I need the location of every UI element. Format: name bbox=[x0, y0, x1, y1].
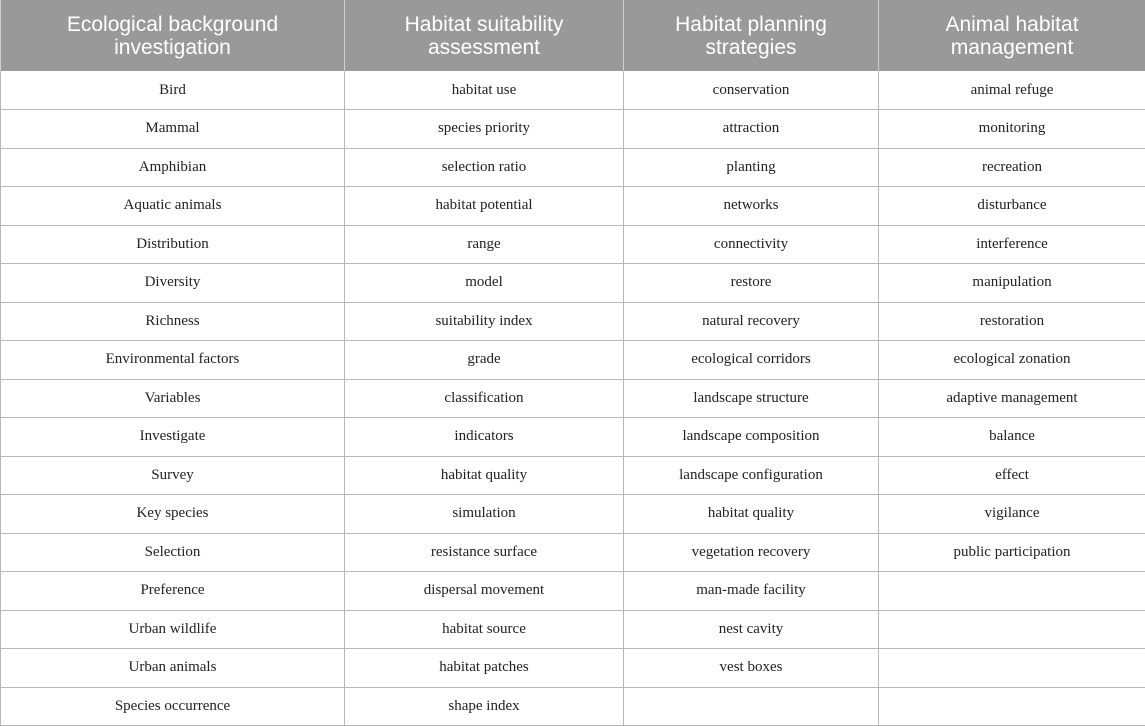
cell-habitat-management: monitoring bbox=[879, 110, 1145, 149]
cell-ecological-background: Preference bbox=[1, 572, 345, 611]
cell-ecological-background: Variables bbox=[1, 379, 345, 418]
table-row bbox=[1, 649, 1145, 688]
cell-habitat-suitability: habitat use bbox=[345, 71, 624, 110]
cell-habitat-management: effect bbox=[879, 456, 1145, 495]
table-row bbox=[1, 610, 1145, 649]
cell-habitat-planning: nest cavity bbox=[624, 610, 879, 649]
cell-habitat-suitability: shape index bbox=[345, 687, 624, 726]
cell-habitat-suitability: suitability index bbox=[345, 302, 624, 341]
table-row bbox=[1, 225, 1145, 264]
cell-habitat-suitability: grade bbox=[345, 341, 624, 380]
cell-habitat-planning: vest boxes bbox=[624, 649, 879, 688]
cell-ecological-background: Environmental factors bbox=[1, 341, 345, 380]
cell-habitat-planning: planting bbox=[624, 148, 879, 187]
cell-habitat-management bbox=[879, 572, 1145, 611]
cell-habitat-suitability: habitat source bbox=[345, 610, 624, 649]
table-row bbox=[1, 341, 1145, 380]
cell-habitat-management bbox=[879, 649, 1145, 688]
cell-habitat-planning: vegetation recovery bbox=[624, 533, 879, 572]
cell-habitat-suitability: range bbox=[345, 225, 624, 264]
cell-ecological-background: Mammal bbox=[1, 110, 345, 149]
cell-habitat-suitability: habitat potential bbox=[345, 187, 624, 226]
cell-habitat-management: adaptive management bbox=[879, 379, 1145, 418]
cell-habitat-management bbox=[879, 687, 1145, 726]
cell-ecological-background: Selection bbox=[1, 533, 345, 572]
cell-habitat-planning: attraction bbox=[624, 110, 879, 149]
cell-ecological-background: Investigate bbox=[1, 418, 345, 457]
table-row bbox=[1, 456, 1145, 495]
cell-habitat-suitability: dispersal movement bbox=[345, 572, 624, 611]
cell-habitat-management: manipulation bbox=[879, 264, 1145, 303]
cell-habitat-planning: ecological corridors bbox=[624, 341, 879, 380]
cell-habitat-management: recreation bbox=[879, 148, 1145, 187]
cell-ecological-background: Bird bbox=[1, 71, 345, 110]
cell-habitat-management: restoration bbox=[879, 302, 1145, 341]
cell-habitat-planning: connectivity bbox=[624, 225, 879, 264]
cell-habitat-suitability: simulation bbox=[345, 495, 624, 534]
cell-habitat-planning: networks bbox=[624, 187, 879, 226]
cell-habitat-planning: landscape configuration bbox=[624, 456, 879, 495]
cell-habitat-planning: habitat quality bbox=[624, 495, 879, 534]
cell-habitat-suitability: habitat patches bbox=[345, 649, 624, 688]
cell-ecological-background: Survey bbox=[1, 456, 345, 495]
cell-habitat-suitability: selection ratio bbox=[345, 148, 624, 187]
cell-habitat-suitability: species priority bbox=[345, 110, 624, 149]
header-habitat-suitability-assessment: Habitat suitability assessment bbox=[345, 0, 624, 71]
cell-ecological-background: Distribution bbox=[1, 225, 345, 264]
cell-habitat-management: public participation bbox=[879, 533, 1145, 572]
cell-ecological-background: Amphibian bbox=[1, 148, 345, 187]
cell-habitat-planning: man-made facility bbox=[624, 572, 879, 611]
header-row bbox=[1, 0, 1145, 71]
cell-habitat-management bbox=[879, 610, 1145, 649]
table-row bbox=[1, 71, 1145, 110]
cell-ecological-background: Urban animals bbox=[1, 649, 345, 688]
table-row bbox=[1, 187, 1145, 226]
cell-habitat-management: ecological zonation bbox=[879, 341, 1145, 380]
cell-habitat-management: interference bbox=[879, 225, 1145, 264]
cell-ecological-background: Aquatic animals bbox=[1, 187, 345, 226]
header-habitat-planning-strategies: Habitat planning strategies bbox=[624, 0, 879, 71]
cell-habitat-management: vigilance bbox=[879, 495, 1145, 534]
cell-habitat-planning: landscape structure bbox=[624, 379, 879, 418]
cell-ecological-background: Diversity bbox=[1, 264, 345, 303]
cell-habitat-suitability: indicators bbox=[345, 418, 624, 457]
cell-ecological-background: Urban wildlife bbox=[1, 610, 345, 649]
cell-habitat-planning: conservation bbox=[624, 71, 879, 110]
cell-habitat-suitability: classification bbox=[345, 379, 624, 418]
table-row bbox=[1, 418, 1145, 457]
table-row bbox=[1, 533, 1145, 572]
cell-habitat-planning: landscape composition bbox=[624, 418, 879, 457]
cell-ecological-background: Key species bbox=[1, 495, 345, 534]
table-row bbox=[1, 302, 1145, 341]
cell-habitat-management: animal refuge bbox=[879, 71, 1145, 110]
cell-ecological-background: Richness bbox=[1, 302, 345, 341]
table-row bbox=[1, 379, 1145, 418]
header-animal-habitat-management: Animal habitat management bbox=[879, 0, 1145, 71]
cell-habitat-suitability: habitat quality bbox=[345, 456, 624, 495]
table-row bbox=[1, 495, 1145, 534]
table-row bbox=[1, 572, 1145, 611]
table-body bbox=[1, 71, 1145, 726]
cell-habitat-planning: restore bbox=[624, 264, 879, 303]
header-ecological-background-investigation: Ecological background investigation bbox=[1, 0, 345, 71]
table-row bbox=[1, 110, 1145, 149]
cell-habitat-management: balance bbox=[879, 418, 1145, 457]
cell-ecological-background: Species occurrence bbox=[1, 687, 345, 726]
cell-habitat-planning bbox=[624, 687, 879, 726]
cell-habitat-management: disturbance bbox=[879, 187, 1145, 226]
table-row bbox=[1, 687, 1145, 726]
cell-habitat-suitability: model bbox=[345, 264, 624, 303]
table-row bbox=[1, 264, 1145, 303]
cell-habitat-planning: natural recovery bbox=[624, 302, 879, 341]
cell-habitat-suitability: resistance surface bbox=[345, 533, 624, 572]
table-row bbox=[1, 148, 1145, 187]
